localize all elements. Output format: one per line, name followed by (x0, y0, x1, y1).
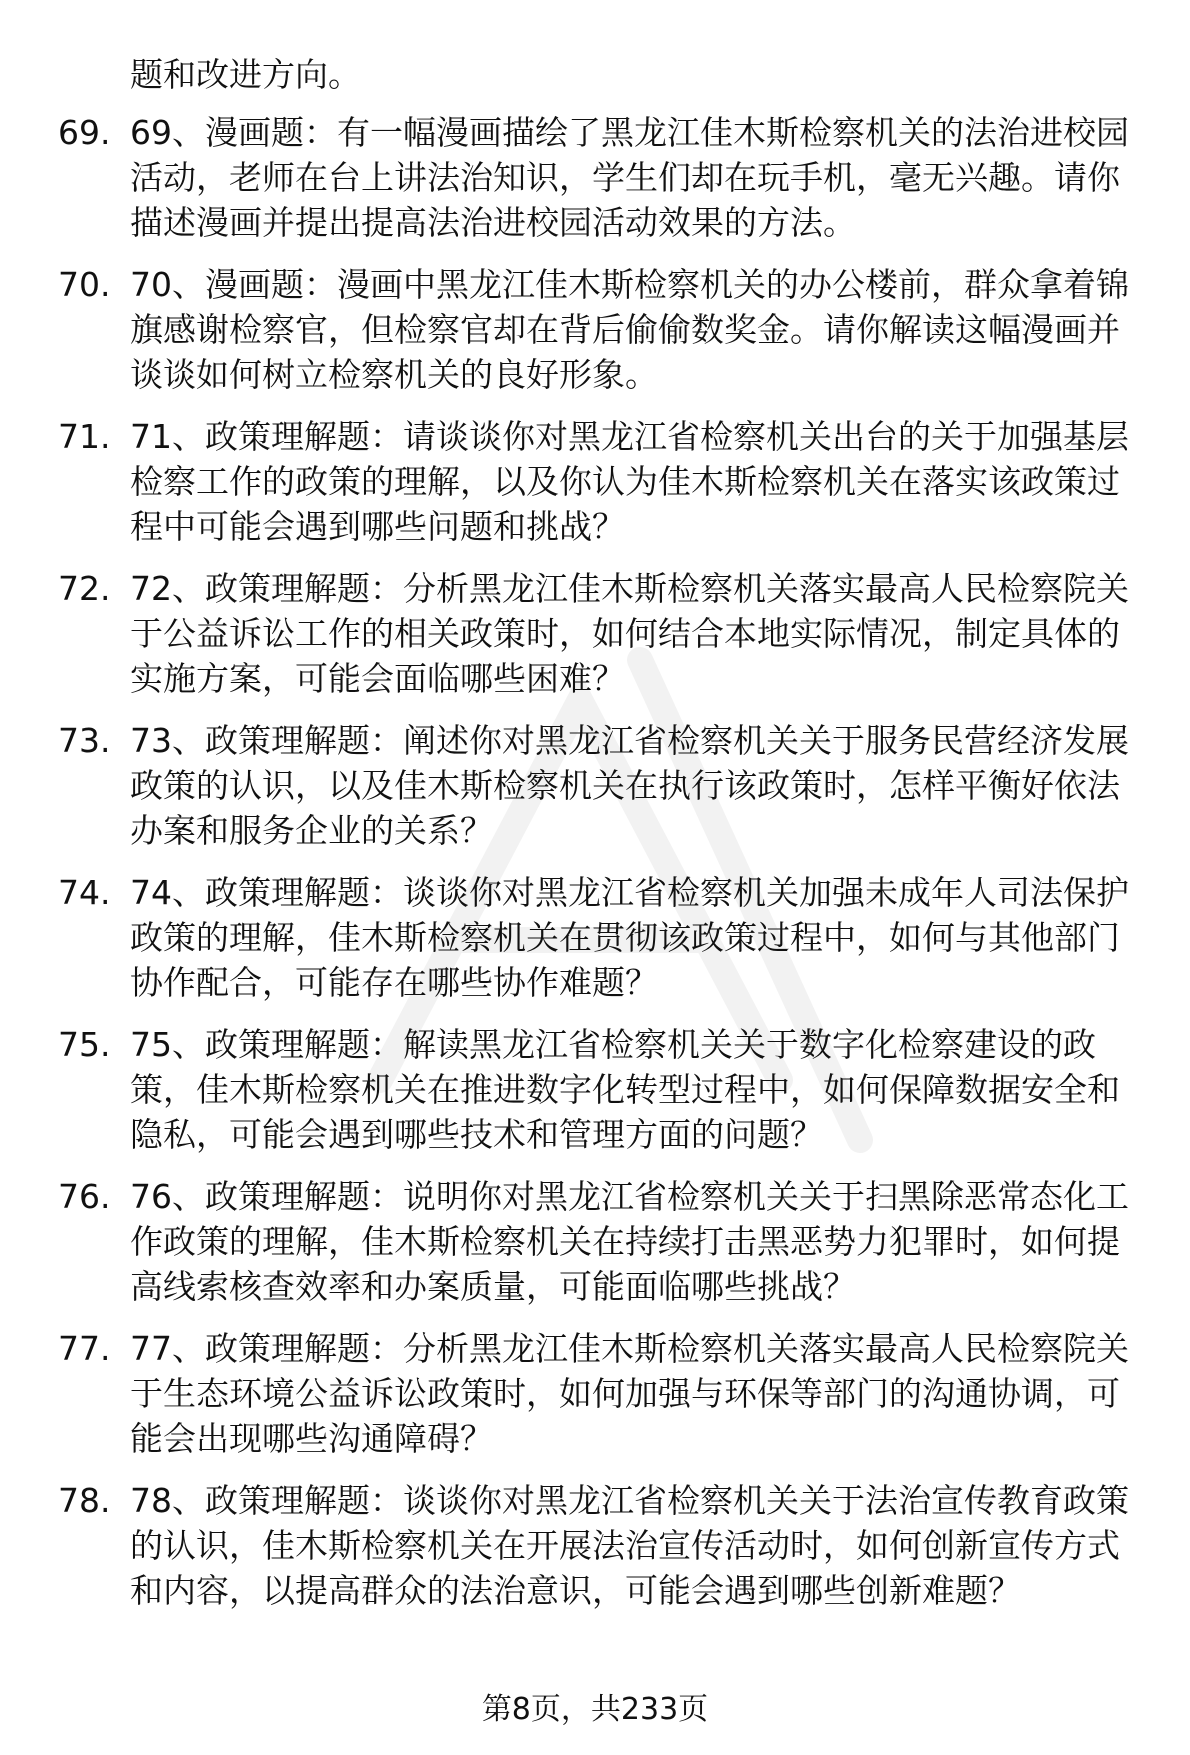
list-item (0, 1174, 1150, 1309)
item-number: 69. (58, 113, 111, 152)
list-item (0, 110, 1150, 245)
question-list (0, 110, 1190, 1630)
list-item (0, 1478, 1150, 1613)
item-number: 77. (58, 1329, 111, 1368)
page-number-footer: 第8页，共233页 (481, 1692, 709, 1727)
item-text: 69、漫画题：有一幅漫画描绘了黑龙江佳木斯检察机关的法治进校园活动，老师在台上讲法治知识，学生们却在玩手机，毫无兴趣。请你描述漫画并提出提高法治进校园活动效果的方法。 (130, 113, 1129, 242)
continued-text: 题和改进方向。 (130, 55, 361, 94)
list-item (0, 414, 1150, 549)
item-text: 74、政策理解题：谈谈你对黑龙江省检察机关加强未成年人司法保护政策的理解，佳木斯检察机关在贯彻该政策过程中，如何与其他部门协作配合，可能存在哪些协作难题？ (130, 873, 1129, 1002)
item-number: 70. (58, 265, 111, 304)
item-text: 75、政策理解题：解读黑龙江省检察机关关于数字化检察建设的政策，佳木斯检察机关在推进数字化转型过程中，如何保障数据安全和隐私，可能会遇到哪些技术和管理方面的问题？ (130, 1025, 1120, 1154)
item-text: 77、政策理解题：分析黑龙江佳木斯检察机关落实最高人民检察院关于生态环境公益诉讼政策时，如何加强与环保等部门的沟通协调，可能会出现哪些沟通障碍？ (130, 1329, 1129, 1458)
item-number: 73. (58, 721, 111, 760)
item-text: 73、政策理解题：阐述你对黑龙江省检察机关关于服务民营经济发展政策的认识，以及佳木斯检察机关在执行该政策时，怎样平衡好依法办案和服务企业的关系？ (130, 721, 1129, 850)
list-item (0, 1022, 1150, 1157)
item-number: 78. (58, 1481, 111, 1520)
item-text: 76、政策理解题：说明你对黑龙江省检察机关关于扫黑除恶常态化工作政策的理解，佳木斯检察机关在持续打击黑恶势力犯罪时，如何提高线索核查效率和办案质量，可能面临哪些挑战？ (130, 1177, 1129, 1306)
list-item (0, 718, 1150, 853)
item-text: 78、政策理解题：谈谈你对黑龙江省检察机关关于法治宣传教育政策的认识，佳木斯检察机关在开展法治宣传活动时，如何创新宣传方式和内容，以提高群众的法治意识，可能会遇到哪些创新难题？ (130, 1481, 1129, 1610)
item-number: 75. (58, 1025, 111, 1064)
item-text: 70、漫画题：漫画中黑龙江佳木斯检察机关的办公楼前，群众拿着锦旗感谢检察官，但检察官却在背后偷偷数奖金。请你解读这幅漫画并谈谈如何树立检察机关的良好形象。 (130, 265, 1129, 394)
item-text: 72、政策理解题：分析黑龙江佳木斯检察机关落实最高人民检察院关于公益诉讼工作的相关政策时，如何结合本地实际情况，制定具体的实施方案，可能会面临哪些困难？ (130, 569, 1129, 698)
list-item (0, 262, 1150, 397)
list-item (0, 870, 1150, 1005)
item-number: 76. (58, 1177, 111, 1216)
item-number: 72. (58, 569, 111, 608)
list-item (0, 1326, 1150, 1461)
item-number: 74. (58, 873, 111, 912)
list-item (0, 566, 1150, 701)
item-text: 71、政策理解题：请谈谈你对黑龙江省检察机关出台的关于加强基层检察工作的政策的理解，以及你认为佳木斯检察机关在落实该政策过程中可能会遇到哪些问题和挑战？ (130, 417, 1129, 546)
item-number: 71. (58, 417, 111, 456)
